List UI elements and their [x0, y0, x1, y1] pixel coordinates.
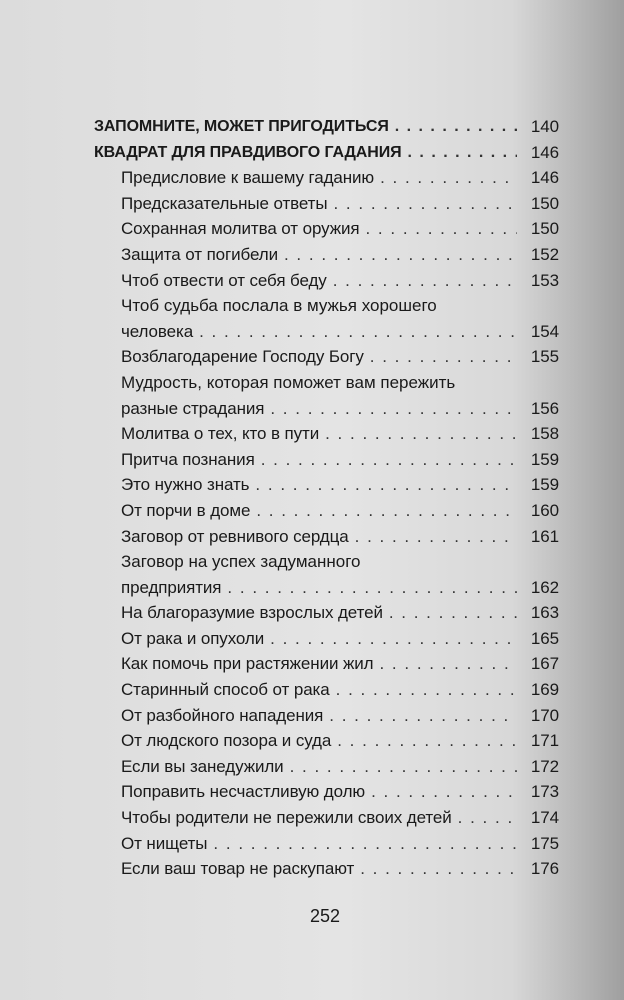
toc-entry	[94, 856, 559, 882]
page-number: 252	[309, 906, 341, 926]
toc-entry	[94, 242, 559, 268]
leader-dots	[329, 703, 517, 729]
toc-entry-title: От рака и опухоли	[121, 628, 265, 648]
toc-entry	[94, 779, 559, 805]
leader-dots	[370, 344, 517, 370]
leader-dots	[458, 805, 517, 831]
leader-dots	[379, 651, 517, 677]
toc-entry-page: 150	[530, 219, 559, 239]
toc-entry	[94, 396, 559, 422]
toc-entry-title: Поправить несчастливую долю	[121, 782, 366, 802]
toc-entry-page: 175	[530, 833, 559, 853]
toc-entry-title: Как помочь при растяжении жил	[121, 654, 374, 674]
toc-entry-title: На благоразумие взрослых детей	[121, 603, 383, 623]
leader-dots	[365, 216, 517, 242]
toc-entry	[94, 421, 559, 447]
toc-entry	[94, 626, 559, 652]
toc-entry-page: 169	[530, 680, 559, 700]
toc-entry-title: Старинный способ от рака	[121, 680, 330, 700]
toc-entry-page: 146	[530, 142, 559, 162]
toc-entry	[94, 754, 559, 780]
leader-dots	[389, 600, 517, 626]
leader-dots	[360, 856, 517, 882]
toc-entry-title: Это нужно знать	[121, 475, 250, 495]
leader-dots	[395, 114, 517, 140]
toc-entry	[94, 344, 559, 370]
toc-entry	[94, 575, 559, 601]
toc-entry	[94, 600, 559, 626]
toc-entry-page: 158	[530, 424, 559, 444]
leader-dots	[284, 242, 517, 268]
toc-entry-page: 167	[530, 654, 559, 674]
toc-entry	[94, 216, 559, 242]
leader-dots	[408, 140, 517, 166]
toc-entry	[94, 524, 559, 550]
toc-entry-page: 159	[530, 475, 559, 495]
toc-entry-page: 159	[530, 449, 559, 469]
leader-dots	[333, 268, 517, 294]
toc-entry-page: 160	[530, 500, 559, 520]
toc-entry-title: разные страдания	[121, 398, 265, 418]
toc-entry	[94, 140, 559, 166]
toc-entry-title: Притча познания	[121, 449, 255, 469]
leader-dots	[199, 319, 517, 345]
toc-entry-title: Если ваш товар не раскупают	[121, 859, 355, 879]
leader-dots	[371, 779, 517, 805]
toc-entry-title: Возблагодарение Господу Богу	[121, 347, 364, 367]
leader-dots	[261, 447, 517, 473]
toc-entry-page: 173	[530, 782, 559, 802]
toc-entry	[94, 319, 559, 345]
leader-dots	[336, 677, 517, 703]
toc-entry-title: От людского позора и суда	[121, 731, 332, 751]
toc-entry-title-line1: Чтоб судьба послала в мужья хорошего	[121, 296, 437, 316]
toc-entry-page: 154	[530, 321, 559, 341]
toc-entry-title-line1: Мудрость, которая поможет вам пережить	[121, 372, 456, 392]
toc-entry-title: Сохранная молитва от оружия	[121, 219, 360, 239]
toc-entry-page: 153	[530, 270, 559, 290]
toc-entry-page: 146	[530, 168, 559, 188]
toc-entry-page: 140	[530, 117, 559, 136]
leader-dots	[380, 165, 517, 191]
toc-entry	[94, 114, 559, 140]
leader-dots	[290, 754, 517, 780]
toc-entry-title: Чтобы родители не пережили своих детей	[121, 808, 452, 828]
toc-entry-title: Молитва о тех, кто в пути	[121, 424, 320, 444]
toc-entry-title: Предсказательные ответы	[121, 193, 328, 213]
toc-entry-title: Если вы занедужили	[121, 756, 284, 776]
toc-entry-title: человека	[121, 321, 194, 341]
toc-entry	[94, 447, 559, 473]
toc-entry-title: От нищеты	[121, 833, 208, 853]
leader-dots	[256, 498, 517, 524]
toc-entry-title: ЗАПОМНИТЕ, МОЖЕТ ПРИГОДИТЬСЯ	[94, 118, 389, 135]
leader-dots	[255, 472, 517, 498]
leader-dots	[355, 524, 517, 550]
toc-entry	[94, 805, 559, 831]
toc-entry-page: 174	[530, 808, 559, 828]
leader-dots	[325, 421, 517, 447]
toc-entry	[94, 268, 559, 294]
toc-entry-title: Предисловие к вашему гаданию	[121, 168, 375, 188]
toc-entry	[94, 651, 559, 677]
leader-dots	[227, 575, 517, 601]
toc-entry	[94, 703, 559, 729]
toc-entry	[94, 472, 559, 498]
leader-dots	[270, 396, 517, 422]
toc-entry-page: 176	[530, 859, 559, 879]
toc-entry-title: КВАДРАТ ДЛЯ ПРАВДИВОГО ГАДАНИЯ	[94, 143, 402, 161]
toc-entry-title: предприятия	[121, 577, 222, 597]
toc-entry-title: Защита от погибели	[121, 244, 278, 264]
toc-entry	[94, 677, 559, 703]
toc-entry-page: 161	[530, 526, 559, 546]
toc-entry-page: 152	[530, 244, 559, 264]
toc-entry-page: 163	[530, 603, 559, 623]
toc-entry	[94, 728, 559, 754]
toc-entry-page: 172	[530, 756, 559, 776]
toc-entry-page: 156	[530, 398, 559, 418]
toc-entry-page: 162	[530, 577, 559, 597]
toc-entry-title: От порчи в доме	[121, 500, 251, 520]
leader-dots	[333, 191, 517, 217]
toc-entry	[94, 498, 559, 524]
leader-dots	[337, 728, 517, 754]
toc-entry-title: Чтоб отвести от себя беду	[121, 270, 327, 290]
toc-entry-page: 171	[530, 731, 559, 751]
toc-entry-page: 155	[530, 347, 559, 367]
toc-entry-title-line1: Заговор на успех задуманного	[121, 552, 361, 572]
leader-dots	[270, 626, 517, 652]
table-of-contents	[94, 114, 559, 882]
toc-entry-page: 170	[530, 705, 559, 725]
toc-entry-title: Заговор от ревнивого сердца	[121, 526, 349, 546]
toc-entry-title: От разбойного нападения	[121, 705, 324, 725]
toc-entry	[94, 191, 559, 217]
toc-entry	[94, 831, 559, 857]
toc-entry-page: 150	[530, 193, 559, 213]
toc-entry-page: 165	[530, 628, 559, 648]
toc-entry	[94, 165, 559, 191]
leader-dots	[213, 831, 517, 857]
